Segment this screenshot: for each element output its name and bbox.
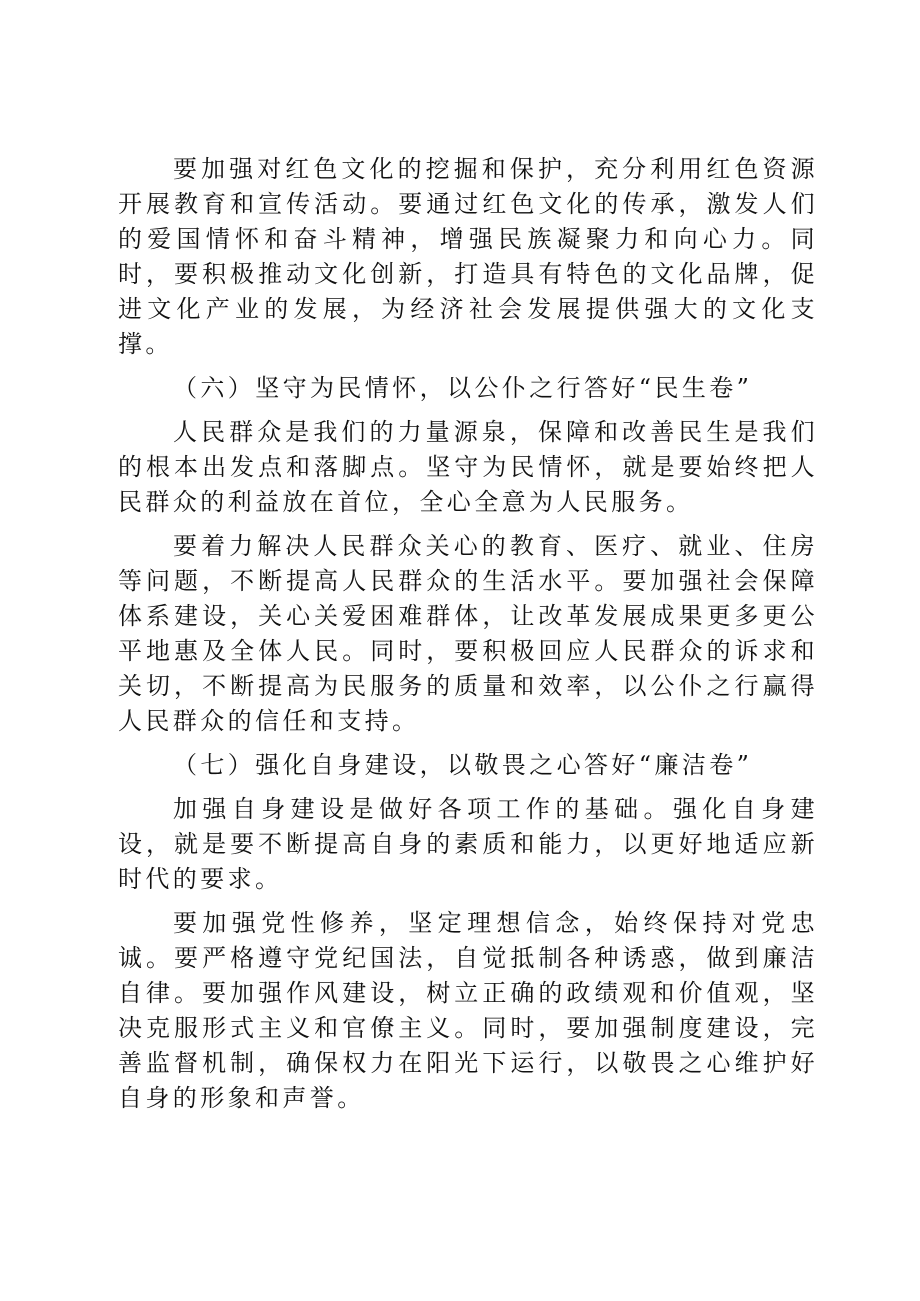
document-body [118, 152, 818, 1125]
section-heading-7: （七）强化自身建设，以敬畏之心答好“廉洁卷” [173, 751, 753, 779]
paragraph-livelihood: 要着力解决人民群众关心的教育、医疗、就业、住房等问题，不断提高人民群众的生活水平。要加强社会保障体系建设，关心关爱困难群体，让改革发展成果更多更公平地惠及全体人民。同时，要积极回应人民群众的诉求和关切，不断提高为民服务的质量和效率，以公仆之行赢得人民群众的信任和支持。 [118, 532, 818, 735]
paragraph-red-culture: 要加强对红色文化的挖掘和保护，充分利用红色资源开展教育和宣传活动。要通过红色文化的传承，激发人们的爱国情怀和奋斗精神，增强民族凝聚力和向心力。同时，要积极推动文化创新，打造具有特色的文化品牌，促进文化产业的发展，为经济社会发展提供强大的文化支撑。 [118, 155, 818, 358]
section-heading-6: （六）坚守为民情怀，以公仆之行答好“民生卷” [173, 374, 753, 402]
paragraph-party-discipline: 要加强党性修养，坚定理想信念，始终保持对党忠诚。要严格遵守党纪国法，自觉抵制各种诱惑，做到廉洁自律。要加强作风建设，树立正确的政绩观和价值观，坚决克服形式主义和官僚主义。同时，要加强制度建设，完善监督机制，确保权力在阳光下运行，以敬畏之心维护好自身的形象和声誉。 [118, 909, 818, 1112]
paragraph-self-building-intro: 加强自身建设是做好各项工作的基础。强化自身建设，就是要不断提高自身的素质和能力，以更好地适应新时代的要求。 [118, 795, 818, 893]
paragraph-people-intro: 人民群众是我们的力量源泉，保障和改善民生是我们的根本出发点和落脚点。坚守为民情怀，就是要始终把人民群众的利益放在首位，全心全意为人民服务。 [118, 418, 818, 516]
